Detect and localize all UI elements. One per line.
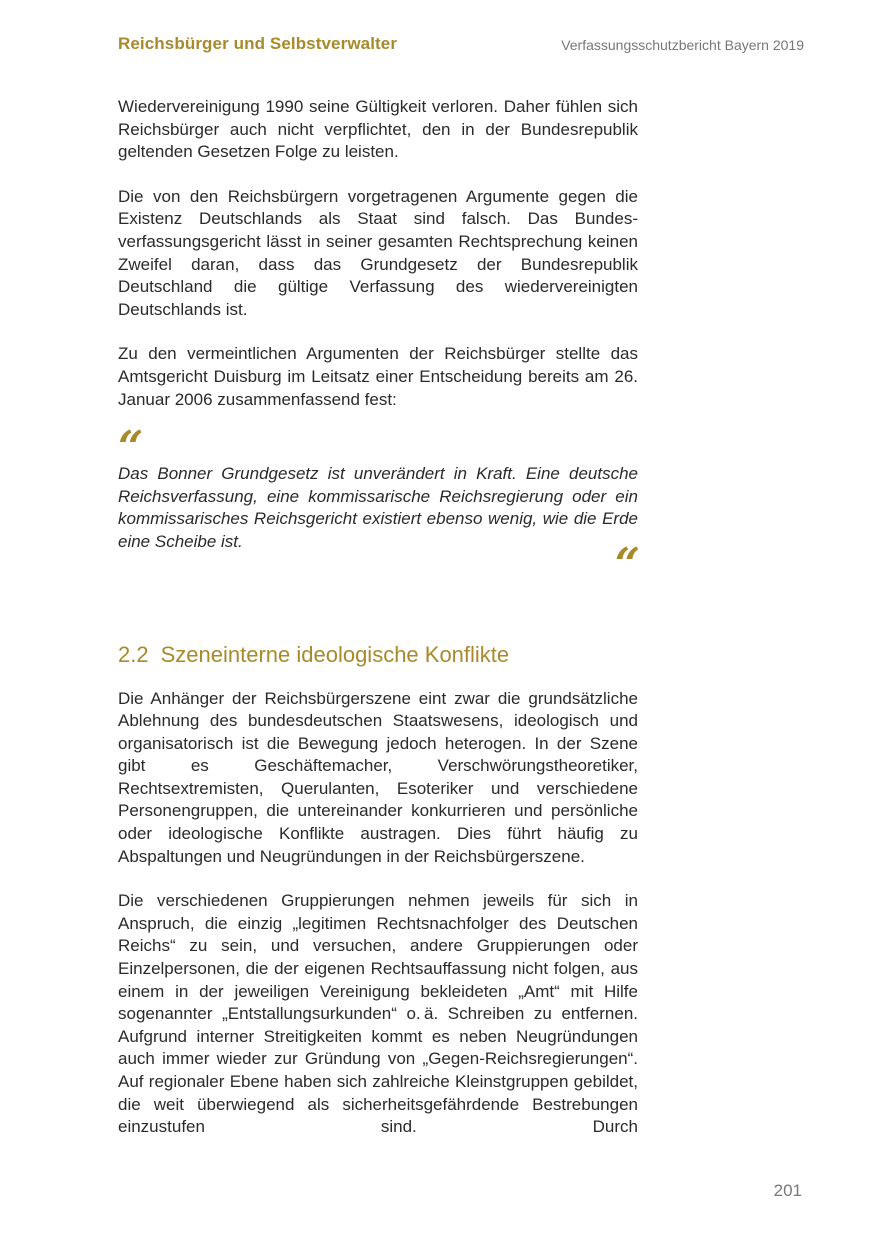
page-body (118, 96, 638, 1161)
body-paragraph: Wiedervereinigung 1990 seine Gültigkeit verloren. Daher fühlen sich Reichsbürger auch nicht verpflichtet, den in der Bundesrepublik geltenden Gesetzen Folge zu leisten. (118, 97, 638, 162)
quote-text: Das Bonner Grundgesetz ist unverändert in Kraft. Eine deutsche Reichsverfassung, eine kommissarische Reichsregierung oder ein kommissarisches Reichsgericht existiert ebenso wenig, wie die Erde eine Scheibe ist. (118, 464, 638, 551)
running-header-publication: Verfassungsschutzbericht Bayern 2019 (561, 37, 804, 53)
section-number: 2.2 (118, 641, 149, 667)
section-heading (118, 642, 638, 668)
block-quote (118, 422, 638, 590)
open-quote-mark-icon: “ (118, 422, 140, 474)
body-paragraph: Die Anhänger der Reichsbürgerszene eint zwar die grundsätzliche Ablehnung des bundesdeutschen Staatswesens, ideologisch und organisatorisch ist die Bewegung jedoch heterogen. In der Szene gibt es Geschäftemacher, Verschwörungstheoretiker, Rechtsextremisten, Querulanten, Esoteriker und verschiedene Personengruppen, die untereinander konkurrieren und persönliche oder ideologische Konflikte austragen. Dies führt häufig zu Abspaltungen und Neugründungen in der Reichsbürgerszene. (118, 688, 638, 866)
body-paragraph: Die von den Reichsbürgern vorgetragenen Argumente gegen die Existenz Deutschlands als Staat sind falsch. Das Bundesverfassungsgericht lässt in seiner gesamten Rechtsprechung keinen Zweifel daran, dass das Grundgesetz der Bundesrepublik Deutschland die gültige Verfassung des wiedervereinigten Deutschlands ist. (118, 186, 638, 319)
close-quote-mark-icon: “ (614, 538, 636, 590)
running-header-chapter: Reichsbürger und Selbstverwalter (118, 34, 398, 53)
page-number: 201 (773, 1181, 802, 1200)
body-paragraph: Die verschiedenen Gruppierungen nehmen jeweils für sich in Anspruch, die einzig „legitimen Rechtsnachfolger des Deutschen Reichs“ zu sein, und versuchen, andere Gruppierungen oder Einzelpersonen, die der eigenen Rechtsauffassung nicht folgen, aus einem in der jeweiligen Vereinigung bekleideten „Amt“ mit Hilfe sogenannter „Entstallungsurkunden“ o. ä. Schreiben zu entfernen. Aufgrund interner Streitigkeiten kommt es neben Neugründungen auch immer wieder zur Gründung von „Gegen-Reichsregierungen“. Auf regionaler Ebene haben sich zahlreiche Kleinstgruppen gebildet, die weit überwiegend als sicherheitsgefährdende Bestrebungen einzustufen sind. Durch (118, 891, 638, 1137)
body-paragraph: Zu den vermeintlichen Argumenten der Reichsbürger stellte das Amtsgericht Duisburg im Leitsatz einer Entscheidung bereits am 26. Januar 2006 zusammenfassend fest: (118, 344, 638, 409)
section-title: Szeneinterne ideologische Konflikte (160, 641, 510, 667)
